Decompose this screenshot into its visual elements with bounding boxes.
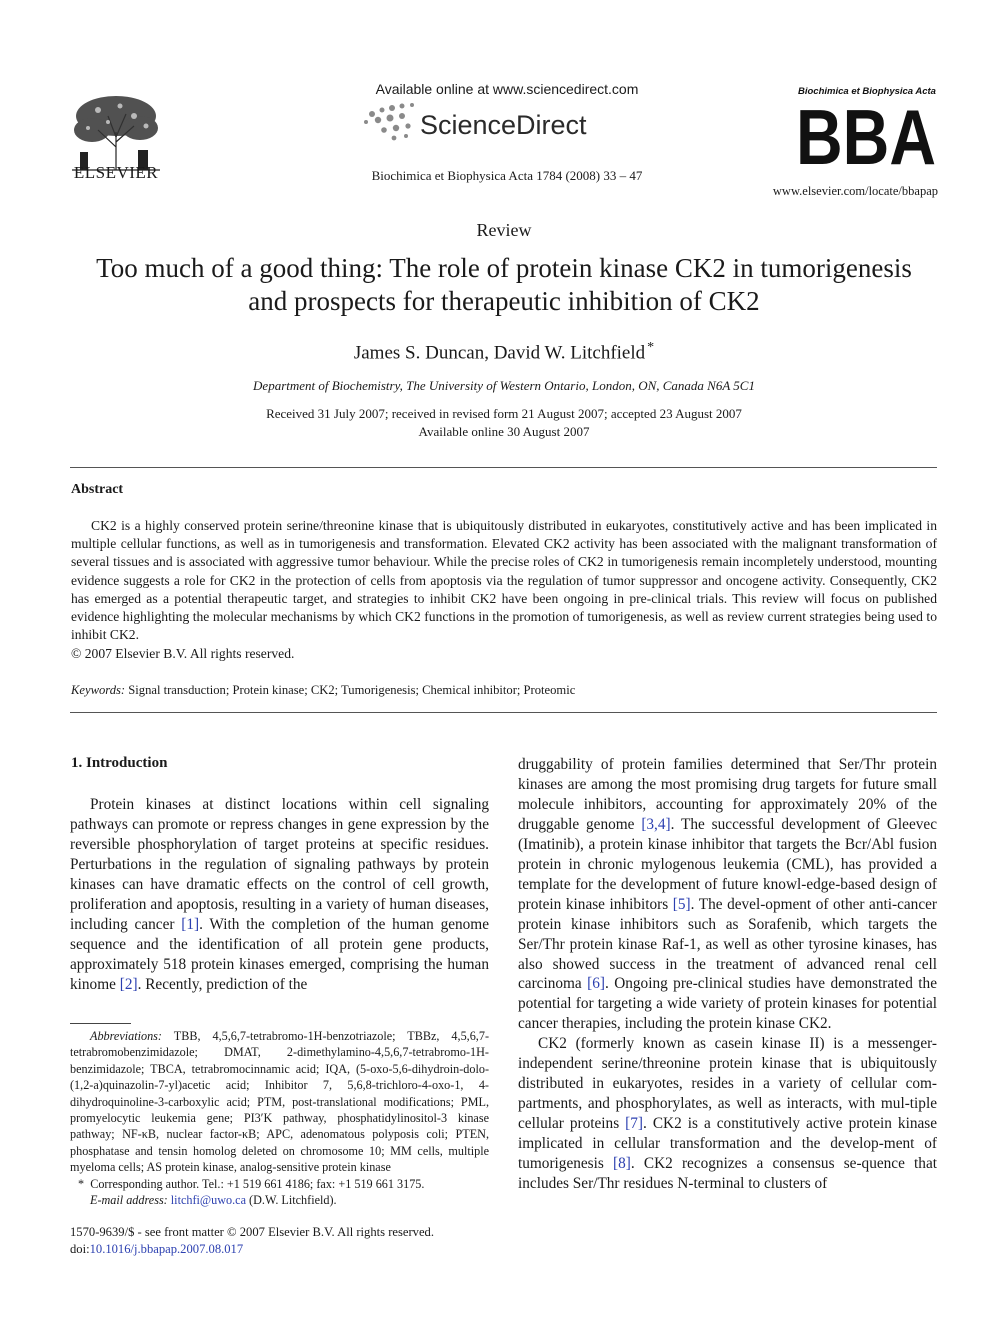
intro-paragraph-1 bbox=[70, 795, 489, 995]
issn-line: 1570-9639/$ - see front matter © 2007 Elsevier B.V. All rights reserved. bbox=[70, 1225, 434, 1239]
email-footnote bbox=[70, 1192, 489, 1208]
paragraph-text: druggability of protein families determined that Ser/Thr protein kinases are among the most promising drug targets for future small molecule inhibitors, accounting for approximately 20% of the druggable genome bbox=[518, 756, 937, 833]
abbreviations-footnote bbox=[70, 1028, 489, 1176]
divider-top bbox=[70, 467, 937, 468]
journal-url[interactable]: www.elsevier.com/locate/bbapap bbox=[772, 184, 938, 198]
paragraph-text: . With the completion of the human genome sequence and the identification of all protein gene products, approximately 518 protein kinases emerged, comprising the human kinome bbox=[70, 915, 489, 993]
journal-reference: Biochimica et Biophysica Acta 1784 (2008) 33 – 47 bbox=[371, 168, 643, 183]
section-heading-introduction: 1. Introduction bbox=[71, 755, 168, 771]
corresponding-author-mark[interactable]: * bbox=[647, 340, 655, 355]
corresponding-footnote bbox=[70, 1176, 489, 1192]
email-owner: (D.W. Litchfield). bbox=[249, 1193, 337, 1208]
received-dates: Received 31 July 2007; received in revised form 21 August 2007; accepted 23 August 2007 bbox=[266, 406, 742, 421]
available-online-text: Available online at www.sciencedirect.com bbox=[375, 81, 639, 97]
citation-link[interactable]: [2] bbox=[119, 975, 138, 993]
email-label: E-mail address: bbox=[90, 1193, 168, 1208]
keywords-list: Signal transduction; Protein kinase; CK2; Tumorigenesis; Chemical inhibitor; Proteomic bbox=[128, 683, 576, 697]
author-list bbox=[0, 340, 992, 364]
article-type: Review bbox=[476, 220, 532, 240]
email-link[interactable]: litchfi@uwo.ca bbox=[170, 1193, 246, 1208]
footnotes bbox=[70, 1028, 489, 1208]
divider-bottom bbox=[70, 712, 937, 713]
sciencedirect-logo bbox=[358, 100, 608, 146]
abstract-copyright: © 2007 Elsevier B.V. All rights reserved. bbox=[71, 646, 295, 661]
title-line-2: and prospects for therapeutic inhibition of CK2 bbox=[248, 286, 760, 316]
article-dates bbox=[0, 405, 992, 441]
right-paragraph-1 bbox=[518, 755, 937, 1034]
available-date: Available online 30 August 2007 bbox=[418, 424, 590, 439]
citation-link[interactable]: [3,4] bbox=[641, 815, 671, 833]
citation-link[interactable]: [6] bbox=[587, 975, 605, 993]
doi-label: doi: bbox=[70, 1242, 90, 1256]
front-matter bbox=[70, 1224, 434, 1258]
footnote-divider bbox=[70, 1023, 131, 1024]
authors-text: James S. Duncan, David W. Litchfield bbox=[353, 342, 646, 364]
paragraph-text: CK2 (formerly known as casein kinase II) is a messenger-independent serine/threonine protein kinase that is ubiquitously distributed in eukaryotes, resides in a variety of cellular com-partments, and phosphorylates, as well as interacts, with mul-tiple cellular proteins bbox=[518, 1035, 937, 1133]
title-line-1: Too much of a good thing: The role of protein kinase CK2 in tumorigenesis bbox=[96, 253, 912, 283]
citation-link[interactable]: [5] bbox=[672, 895, 691, 913]
publisher-name: ELSEVIER bbox=[73, 163, 159, 182]
sciencedirect-dots-icon bbox=[364, 103, 414, 140]
paragraph-text: . The successful development of Gleevec (Imatinib), a protein kinase inhibitor that targets the Bcr/Abl fusion protein in chronic mylogenous leukemia (CML), has provided a template for the development of future knowl-edge-based design of protein kinase inhibitors bbox=[518, 815, 937, 913]
right-paragraph-2 bbox=[518, 1034, 937, 1194]
sciencedirect-wordmark: ScienceDirect bbox=[420, 110, 587, 140]
doi-line bbox=[70, 1241, 434, 1258]
citation-link[interactable]: [8] bbox=[613, 1155, 631, 1173]
abbreviations-label: Abbreviations: bbox=[90, 1029, 162, 1043]
footnote-mark: * bbox=[78, 1176, 85, 1191]
article-title bbox=[60, 252, 948, 318]
keywords bbox=[71, 683, 937, 698]
paragraph-text: . The devel-opment of other anti-cancer protein kinase inhibitors such as Sorafenib, which targets the Ser/Thr protein kinase Raf-1, as well as other tyrosine kinases, has also showed success in the treatment of advanced renal cell carcinoma bbox=[518, 895, 937, 993]
doi-link[interactable]: 10.1016/j.bbapap.2007.08.017 bbox=[89, 1242, 244, 1256]
bba-small-title: Biochimica et Biophysica Acta bbox=[798, 86, 936, 97]
bba-journal-logo bbox=[796, 82, 938, 168]
right-column bbox=[518, 755, 937, 1194]
paragraph-text: . CK2 recognizes a consensus se-quence that includes Ser/Thr residues N-terminal to clusters of bbox=[518, 1155, 937, 1193]
paragraph-text: Protein kinases at distinct locations within cell signaling pathways can promote or repress changes in gene expression by the reversible phosphorylation of target proteins at specific residues. Perturbations in the regulation of signaling pathways by protein kinases can have dramatic effects on the control of cell growth, proliferation and apoptosis, resulting in a variety of human diseases, including cancer bbox=[70, 796, 489, 933]
paragraph-text: . Recently, prediction of the bbox=[137, 975, 308, 993]
abstract-heading: Abstract bbox=[71, 482, 124, 497]
bba-wordmark: BBA bbox=[796, 93, 936, 168]
paragraph-text: . Ongoing pre-clinical studies have demonstrated the potential for targeting a wide variety of protein kinases for potential cancer therapies, including the protein kinase CK2. bbox=[518, 975, 937, 1033]
abbreviations-text: TBB, 4,5,6,7-tetrabromo-1H-benzotriazole; TBBz, 4,5,6,7-tetrabromobenzimidazole; DMAT, 2-dimethylamino-4,5,6,7-tetrabromo-1H-benzimidazole; TBCA, tetrabromocinnamic acid; IQA, (5-oxo-5,6-dihydroin-dolo-(1,2-a)quinazolin-7-yl)acetic acid; Inhibitor 7, 5,6,8-trichloro-4-oxo-1, 4-dihydroquinoline-3-carboxylic acid; PTM, post-translational modifications; PML, promyelocytic leukemia gene; PI3′K pathway, phosphatidylinositol-3 kinase pathway; NF-κB, nuclear factor-κB; APC, adenomatous polyposis coli; PTEN, phosphatase and tensin homolog deleted on chromosome 10; MM cells, multiple myeloma cells; AS protein kinase, analog-sensitive protein kinase bbox=[70, 1029, 490, 1175]
corresponding-text: Corresponding author. Tel.: +1 519 661 4186; fax: +1 519 661 3175. bbox=[90, 1176, 425, 1191]
abstract-text: CK2 is a highly conserved protein serine/threonine kinase that is ubiquitously distributed in eukaryotes, constitutively active and has been implicated in multiple cellular functions, as well as in tumorigenesis and transformation. Elevated CK2 activity has been associated with the malignant transformation of several tissues and is associated with aggressive tumor behaviour. While the precise roles of CK2 in tumorigenesis remain incompletely understood, mounting evidence suggests a role for CK2 in the protection of cells from apoptosis via the regulation of tumor suppressor and oncogene activity. Consequently, CK2 has emerged as a potential therapeutic target, and strategies to inhibit CK2 have been ongoing in pre-clinical trials. This review will focus on published evidence highlighting the molecular mechanisms by which CK2 functions in the promotion of tumorigenesis, as well as review current strategies being used to inhibit CK2. bbox=[71, 518, 937, 643]
affiliation: Department of Biochemistry, The University of Western Ontario, London, ON, Canada N6A 5C1 bbox=[253, 378, 755, 393]
paragraph-text: . CK2 is a constitutively active protein kinase implicated in cellular transformation and the develop-ment of tumorigenesis bbox=[518, 1115, 937, 1173]
keywords-label: Keywords: bbox=[71, 683, 126, 697]
citation-link[interactable]: [1] bbox=[181, 915, 200, 933]
citation-link[interactable]: [7] bbox=[625, 1115, 644, 1133]
